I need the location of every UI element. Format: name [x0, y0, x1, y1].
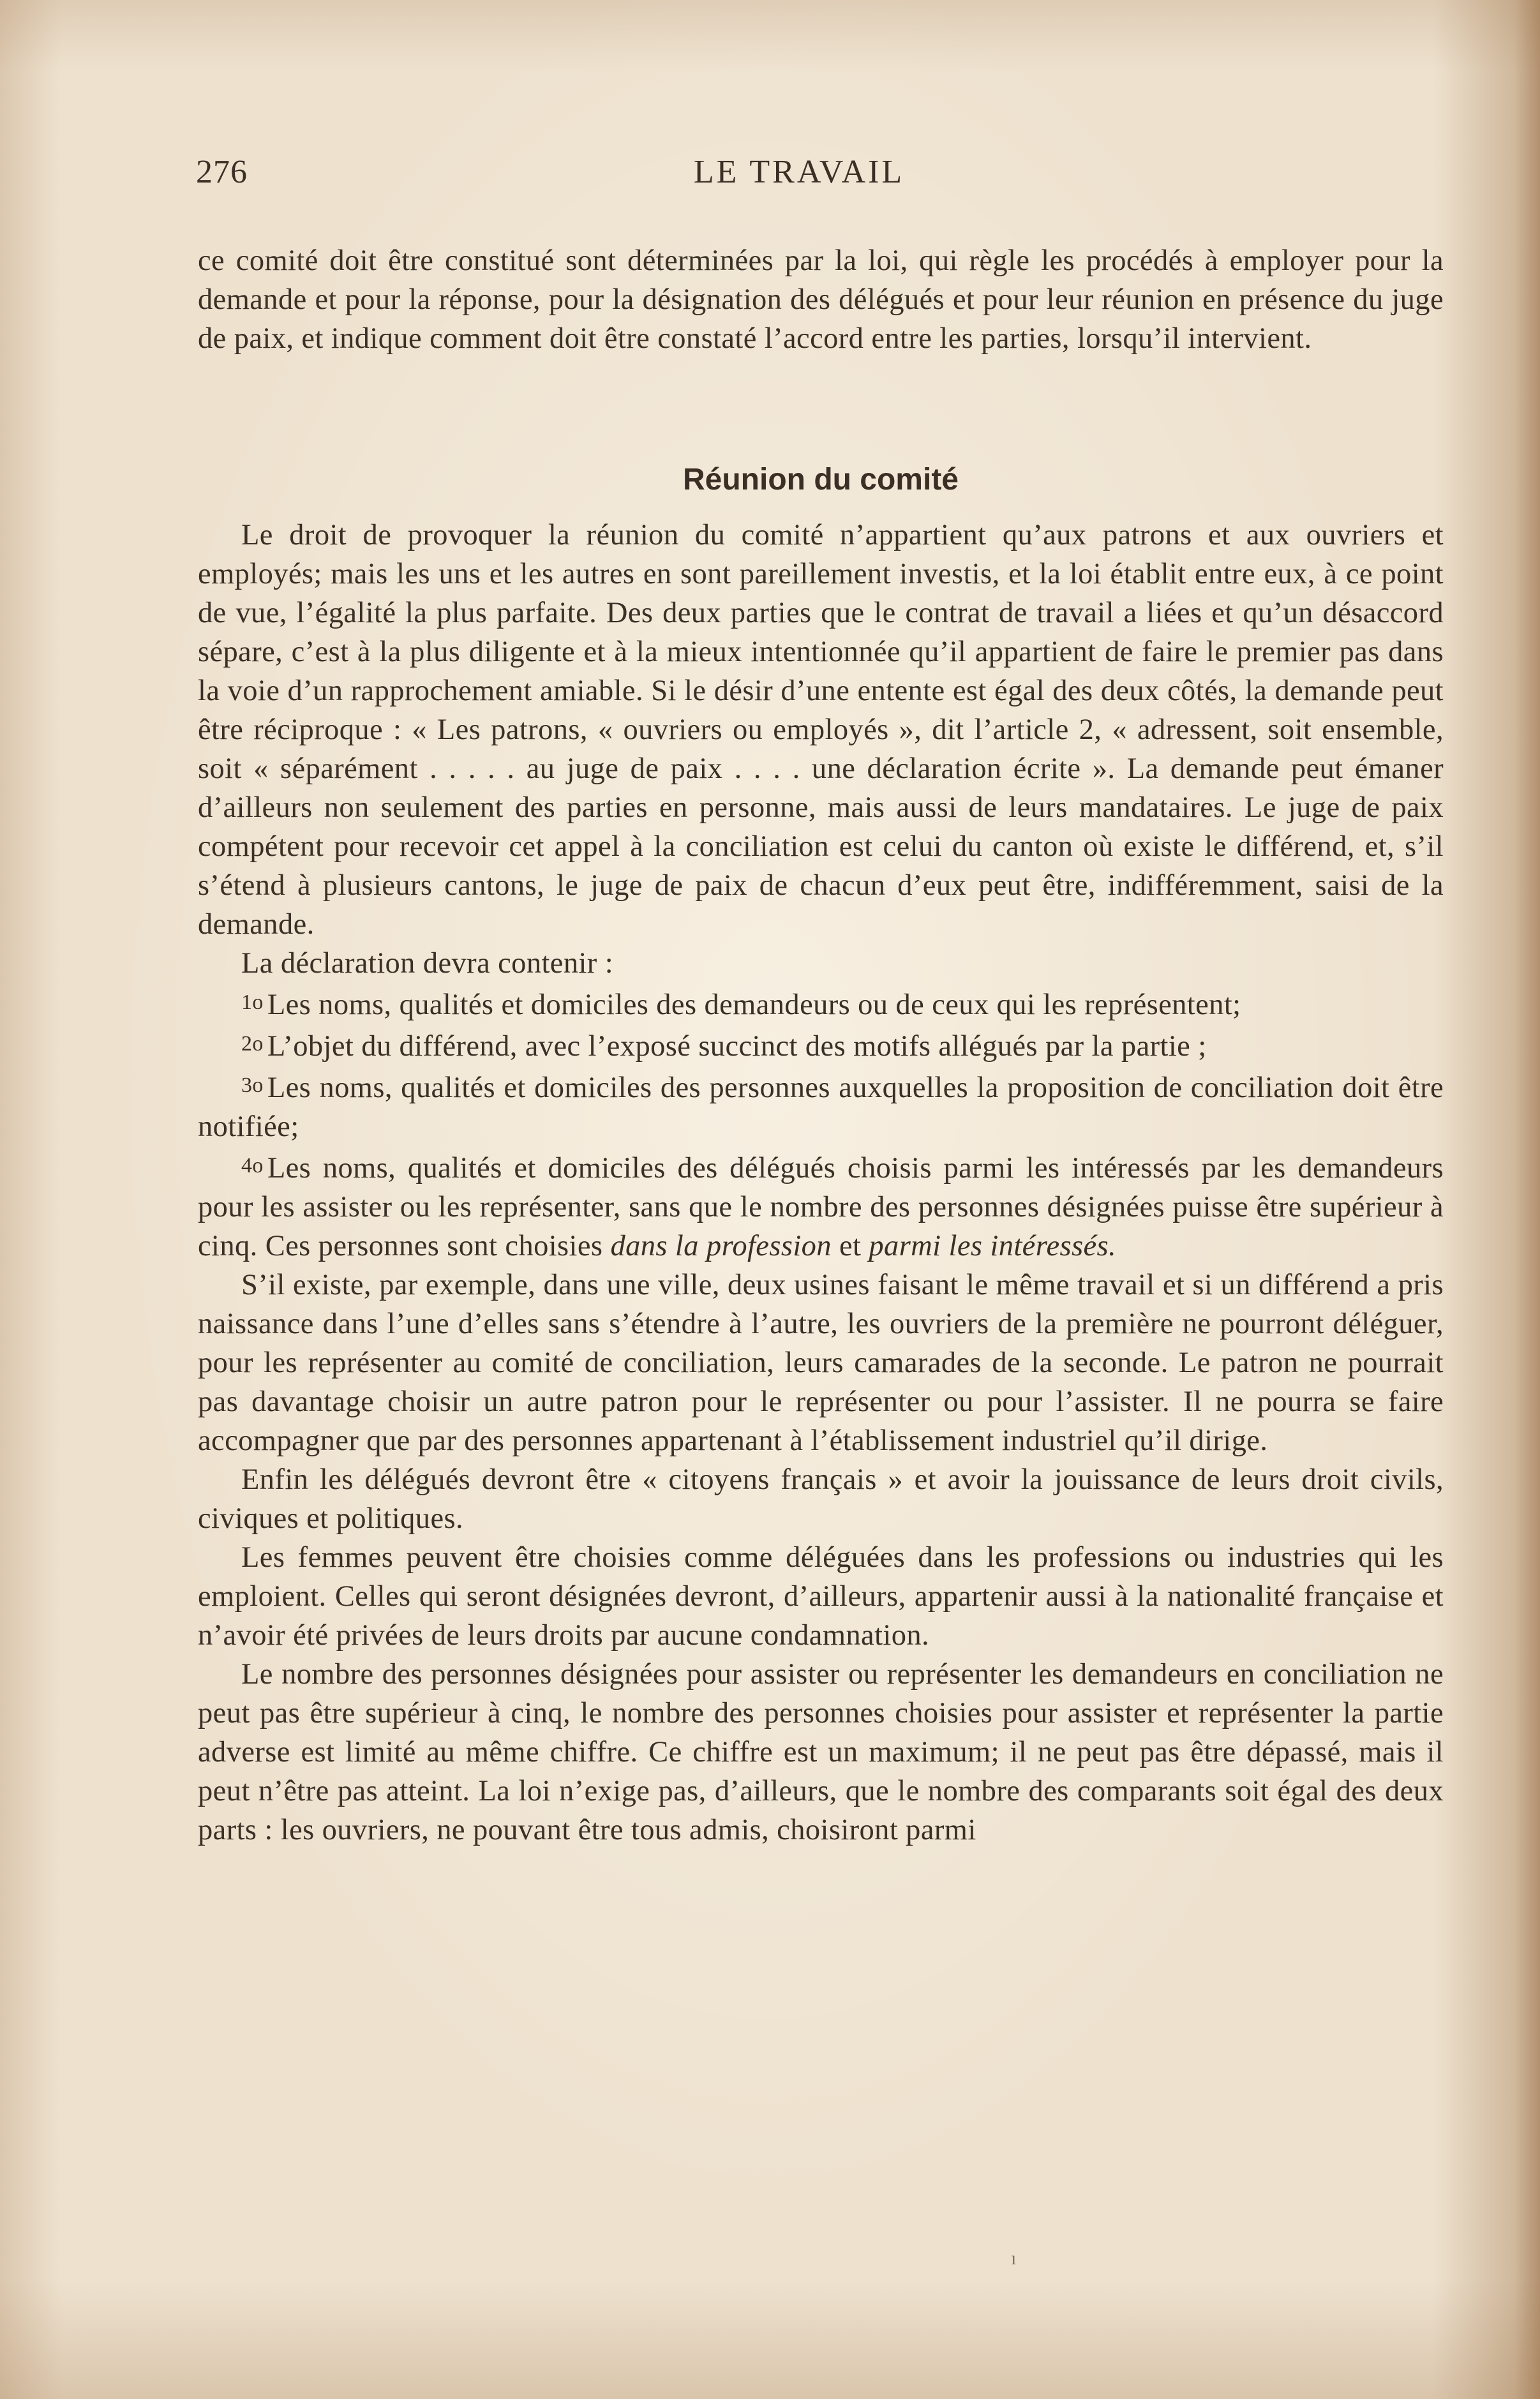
ink-speck: ı — [1011, 2248, 1017, 2269]
list-number: 3o — [241, 1073, 264, 1097]
list-item-text: Les noms, qualités et domiciles des demandeurs ou de ceux qui les représentent; — [267, 989, 1241, 1021]
running-title: LE TRAVAIL — [693, 154, 905, 190]
list-number: 4o — [241, 1154, 264, 1177]
list-item-text: Les noms, qualités et domiciles des délégués choisis parmi les intéressés par les demandeurs pour les assister ou les représenter, sans que le nombre des personnes désignées puisse être supérieur à cinq. Ces personnes sont choisies — [198, 1152, 1444, 1262]
list-item-1 — [198, 983, 1444, 1024]
list-item-4 — [198, 1146, 1444, 1266]
page-number: 276 — [196, 154, 248, 190]
list-number: 1o — [241, 990, 264, 1014]
list-item-3 — [198, 1066, 1444, 1146]
paragraph-nombre: Le nombre des personnes désignées pour assister ou représenter les demandeurs en conciliation ne peut pas être supérieur à cinq, le nombre des personnes choisies pour assister et représenter la partie adverse est limité au même chiffre. Ce chiffre est un maximum; il ne peut pas être dépassé, mais il peut n’être pas atteint. La loi n’exige pas, d’ailleurs, que le nombre des comparants soit égal des deux parts : les ouvriers, ne pouvant être tous admis, choisiront parmi — [198, 1658, 1444, 1846]
paragraph-declaration: La déclaration devra contenir : — [241, 947, 614, 980]
paragraph-droit: Le droit de provoquer la réunion du comité n’appartient qu’aux patrons et aux ouvriers et employés; mais les uns et les autres en sont pareillement investis, et la loi établit entre eux, à ce point de vue, l’égalité la plus parfaite. Des deux parties que le contrat de travail a liées et qu’un désaccord sépare, c’est à la plus diligente et à la mieux intentionnée qu’il appartient de faire le premier pas dans la voie d’un rapprochement amiable. Si le désir d’une entente est égal des deux côtés, la demande peut être réciproque : « Les patrons, « ouvriers ou employés », dit l’article 2, « adressent, soit ensemble, soit « séparément . . . . . au juge de paix . . . . une déclaration écrite ». La demande peut émaner d’ailleurs non seulement des parties en personne, mais aussi de leurs mandataires. Le juge de paix compétent pour recevoir cet appel à la conciliation est celui du canton où existe le différend, et, s’il s’étend à plusieurs cantons, le juge de paix de chacun d’eux peut être, indifféremment, saisi de la demande. — [198, 519, 1444, 941]
paragraph-example: S’il existe, par exemple, dans une ville, deux usines faisant le même travail et si un différend a pris naissance dans l’une d’elles sans s’étendre à l’autre, les ouvriers de la première ne pourront déléguer, pour les représenter au comité de conciliation, leurs camarades de la seconde. Le patron ne pourrait pas davantage choisir un autre patron pour le représenter ou pour l’assister. Il ne pourra se faire accompagner que par des personnes appartenant à l’établissement industriel qu’il dirige. — [198, 1269, 1444, 1457]
italic-phrase: parmi les intéressés. — [869, 1230, 1117, 1262]
list-item-text: L’objet du différend, avec l’exposé succinct des motifs allégués par la partie ; — [267, 1030, 1207, 1063]
paragraph-femmes: Les femmes peuvent être choisies comme déléguées dans les professions ou industries qui les emploient. Celles qui seront désignées devront, d’ailleurs, appartenir aussi à la nationalité française et n’avoir été privées de leurs droits par aucune condamnation. — [198, 1541, 1444, 1652]
page-edge-shadow — [1514, 0, 1540, 2399]
conjunction: et — [839, 1230, 862, 1262]
section-heading: Réunion du comité — [683, 463, 959, 497]
section-body — [198, 516, 1444, 1850]
list-item-text: Les noms, qualités et domiciles des personnes auxquelles la proposition de conciliation doit être notifiée; — [198, 1072, 1444, 1143]
paragraph-enfin: Enfin les délégués devront être « citoyens français » et avoir la jouissance de leurs droit civils, civiques et politiques. — [198, 1463, 1444, 1535]
list-number: 2o — [241, 1032, 264, 1056]
paragraph-continued: ce comité doit être constitué sont déterminées par la loi, qui règle les procédés à employer pour la demande et pour la réponse, pour la désignation des délégués et pour leur réunion en présence du juge de paix, et indique comment doit être constaté l’accord entre les parties, lorsqu’il intervient. — [198, 244, 1444, 355]
italic-phrase: dans la profession — [610, 1230, 832, 1262]
intro-text-block — [198, 241, 1444, 358]
list-item-2 — [198, 1024, 1444, 1066]
running-head — [196, 153, 1447, 198]
